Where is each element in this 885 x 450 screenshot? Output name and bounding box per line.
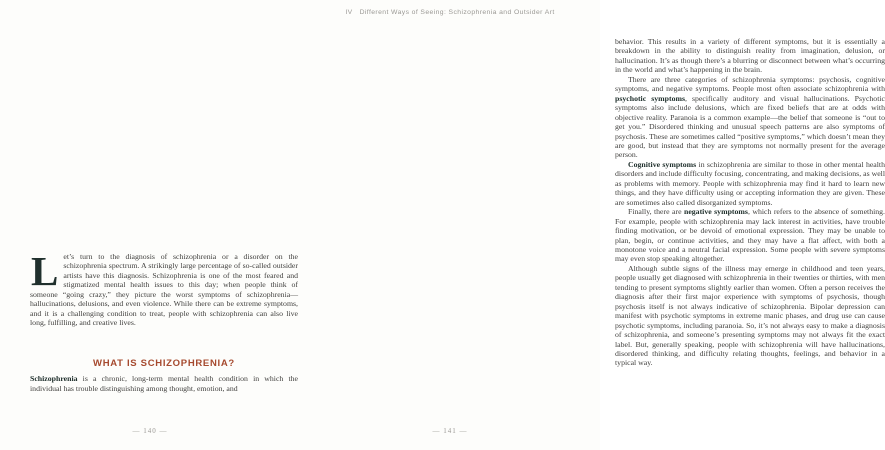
paragraph-text: behavior. This results in a variety of different symptoms, but it is essentially a breakdown in the ability to distinguish reality from imagination, delusion, or hallucination. It’s as though there’s a blurring or disconnect between what’s occurring in the world and what’s happening in the brain. bbox=[615, 37, 885, 75]
paragraph-text: Although subtle signs of the illness may emerge in childhood and teen years, people usually get diagnosed with schizophrenia in their twenties or thirties, with men tending to present symptoms slightly earlier than women. Often a person receives the diagnosis after their first major experience with symptoms of psychosis, though psychosis itself is not always indicative of schizophrenia. Bipolar depression can manifest with psychotic symptoms in extreme manic phases, and drug use can cause psychotic symptoms, including paranoia. So, it’s not always easy to make a diagnosis of schizophrenia, and someone’s presenting symptoms may not always fit the exact label. But, generally speaking, people with schizophrenia will have hallucinations, disordered thinking, and difficulty relating thoughts, feelings, and behavior in a typical way. bbox=[615, 263, 885, 368]
running-head bbox=[300, 9, 600, 16]
bold-term: negative symptoms bbox=[683, 207, 748, 217]
paragraph bbox=[615, 264, 885, 368]
bold-term: Cognitive symptoms bbox=[628, 159, 697, 169]
paragraph-text: , which refers to the absence of something. For example, people with schizophrenia may lack interest in activities, have trouble finding motivation, or be devoid of emotional expression. They may be unable to plan, begin, or continue activities, and they may have a flat affect, with both a monotone voice and a neutral facial expression. Some people with severe symptoms may even stop speaking altogether. bbox=[615, 207, 885, 264]
left-page bbox=[0, 0, 300, 450]
paragraph bbox=[615, 75, 885, 160]
paragraph bbox=[615, 160, 885, 207]
bold-term: psychotic symptoms bbox=[615, 93, 686, 103]
paragraph-text: , specifically auditory and visual hallucinations. Psychotic symptoms also include delusions, which are fixed beliefs that are at odds with objective reality. Paranoia is a common example—the belief that someone is “out to get you.” Disordered thinking and unusual speech patterns are also symptoms of psychosis. These are sometimes called “positive symptoms,” which doesn’t mean they are good, but instead that they are symptoms not normally present for the average person. bbox=[615, 93, 885, 160]
lead-paragraph-bold-term: Schizophrenia bbox=[30, 374, 78, 384]
right-page bbox=[300, 0, 885, 450]
section-heading: WHAT IS SCHIZOPHRENIA? bbox=[93, 357, 235, 369]
right-page-number: — 141 — bbox=[432, 427, 468, 435]
paragraph-text: Finally, there are bbox=[628, 207, 684, 217]
paragraph bbox=[615, 207, 885, 264]
left-page-text-column bbox=[30, 248, 298, 393]
paragraph-text: in schizophrenia are similar to those in other mental health disorders and include difficulty focusing, concentrating, and making decisions, as well as problems with memory. People with schizophrenia may find it hard to learn new things, and they have difficulty using or accepting information they are given. These are sometimes also called disorganized symptoms. bbox=[615, 159, 885, 207]
opening-paragraph bbox=[30, 248, 298, 328]
right-page-text-column bbox=[615, 37, 885, 368]
running-head-title: Different Ways of Seeing: Schizophrenia and Outsider Art bbox=[359, 9, 555, 16]
lead-paragraph bbox=[30, 374, 298, 393]
lead-paragraph-text: is a chronic, long-term mental health condition in which the individual has trouble distinguishing among thought, emotion, and bbox=[30, 374, 298, 393]
left-page-number: — 140 — bbox=[132, 427, 168, 435]
running-head-chapter-numeral: IV bbox=[345, 9, 353, 16]
drop-cap: L bbox=[31, 248, 59, 294]
opening-paragraph-text: et’s turn to the diagnosis of schizophrenia or a disorder on the schizophrenia spectrum. A strikingly large percentage of so-called outsider artists have this diagnosis. Schizophrenia is one of the most feared and stigmatized mental health issues to this day; when people think of someone “going crazy,” they picture the worst symptoms of schizophrenia—hallucinations, delusions, and even violence. While there can be extreme symptoms, and it is a challenging condition to treat, people with schizophrenia can also live long, fulfilling, and creative lives. bbox=[30, 252, 298, 328]
paragraph-text: There are three categories of schizophrenia symptoms: psychosis, cognitive symptoms, and negative symptoms. People most often associate schizophrenia with bbox=[615, 74, 885, 94]
paragraph bbox=[615, 37, 885, 75]
